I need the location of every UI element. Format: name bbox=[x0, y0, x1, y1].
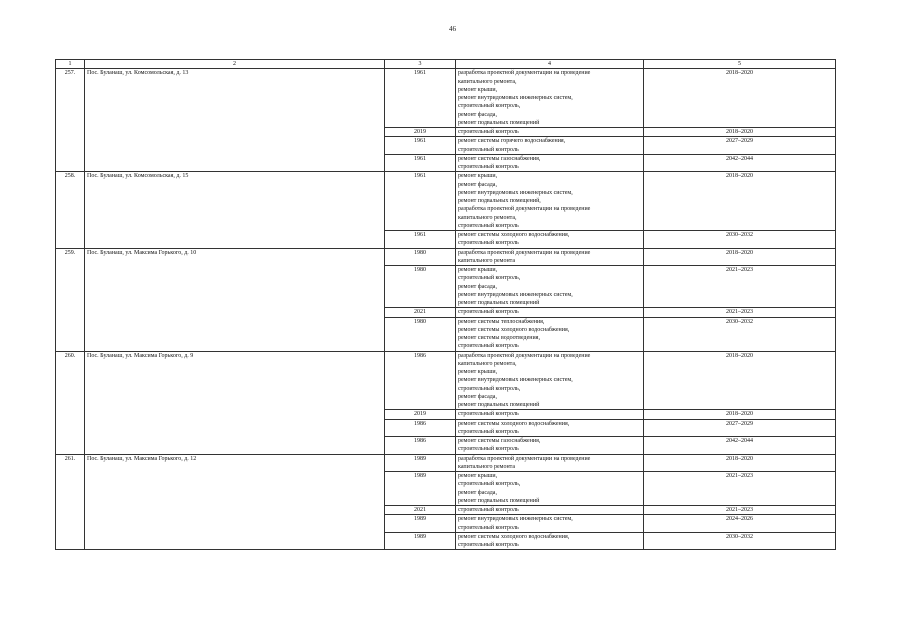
work-item: строительный контроль, bbox=[458, 103, 521, 110]
work-item: капитального ремонта, bbox=[458, 214, 517, 221]
work-item: разработка проектной документации на проведение bbox=[458, 206, 591, 213]
works-cell bbox=[456, 308, 644, 317]
work-item: ремонт крыши, bbox=[458, 86, 498, 93]
works-cell bbox=[456, 154, 644, 172]
works-cell bbox=[456, 472, 644, 506]
period-cell: 2021–2023 bbox=[644, 266, 836, 308]
work-item: разработка проектной документации на проведение bbox=[458, 352, 591, 359]
period-cell: 2042–2044 bbox=[644, 437, 836, 455]
work-item: ремонт системы газоснабжения, bbox=[458, 155, 541, 162]
page-number: 46 bbox=[449, 25, 456, 33]
table-row bbox=[56, 351, 836, 410]
work-item: ремонт фасада, bbox=[458, 283, 497, 290]
works-cell bbox=[456, 506, 644, 515]
entry-number: 257. bbox=[56, 69, 85, 172]
work-item: строительный контроль bbox=[458, 240, 519, 247]
work-item: ремонт крыши, bbox=[458, 267, 498, 273]
work-item: строительный контроль, bbox=[458, 275, 521, 282]
works-cell bbox=[456, 454, 644, 472]
work-item: ремонт внутридомовых инженерных систем, bbox=[458, 189, 573, 196]
work-item: ремонт подвальных помещений, bbox=[458, 198, 541, 204]
works-cell bbox=[456, 410, 644, 419]
year-cell: 1989 bbox=[385, 515, 456, 533]
works-cell bbox=[456, 248, 644, 266]
work-item: строительный контроль bbox=[458, 446, 519, 453]
table-row bbox=[56, 172, 836, 231]
year-cell: 1961 bbox=[385, 231, 456, 249]
table-body bbox=[56, 69, 836, 550]
year-cell: 1986 bbox=[385, 419, 456, 437]
work-item: ремонт фасада, bbox=[458, 181, 497, 188]
work-item: капитального ремонта bbox=[458, 463, 516, 470]
work-item: строительный контроль bbox=[458, 164, 519, 170]
column-header-3: 3 bbox=[385, 60, 456, 69]
year-cell: 1989 bbox=[385, 472, 456, 506]
work-item: строительный контроль bbox=[458, 428, 519, 435]
year-cell: 1980 bbox=[385, 248, 456, 266]
column-header-4: 4 bbox=[456, 60, 644, 69]
work-item: строительный контроль bbox=[458, 129, 519, 135]
work-item: строительный контроль bbox=[458, 507, 519, 513]
works-cell bbox=[456, 317, 644, 351]
work-item: ремонт системы газоснабжения, bbox=[458, 438, 541, 444]
works-cell bbox=[456, 69, 644, 128]
year-cell: 2019 bbox=[385, 128, 456, 137]
work-item: разработка проектной документации на проведение bbox=[458, 70, 591, 77]
entry-number: 259. bbox=[56, 248, 85, 351]
work-item: строительный контроль, bbox=[458, 385, 521, 392]
work-item: ремонт системы теплоснабжения, bbox=[458, 318, 545, 325]
period-cell: 2021–2023 bbox=[644, 506, 836, 515]
building-address: Пос. Буланаш, ул. Комсомольская, д. 15 bbox=[85, 172, 385, 248]
year-cell: 1989 bbox=[385, 532, 456, 550]
work-item: ремонт фасада, bbox=[458, 393, 497, 400]
work-item: ремонт подвальных помещений bbox=[458, 497, 540, 504]
period-cell: 2042–2044 bbox=[644, 154, 836, 172]
table-row bbox=[56, 248, 836, 266]
work-item: капитального ремонта bbox=[458, 257, 516, 264]
work-item: разработка проектной документации на проведение bbox=[458, 455, 591, 462]
building-address: Пос. Буланаш, ул. Комсомольская, д. 13 bbox=[85, 69, 385, 172]
work-item: капитального ремонта, bbox=[458, 360, 517, 367]
work-item: ремонт системы холодного водоснабжения, bbox=[458, 533, 570, 540]
work-item: ремонт крыши, bbox=[458, 369, 498, 375]
work-item: ремонт системы холодного водоснабжения, bbox=[458, 326, 570, 333]
entry-number: 260. bbox=[56, 351, 85, 454]
period-cell: 2018–2020 bbox=[644, 172, 836, 231]
period-cell: 2018–2020 bbox=[644, 351, 836, 410]
works-cell bbox=[456, 172, 644, 231]
work-item: ремонт подвальных помещений bbox=[458, 300, 540, 306]
work-item: ремонт внутридомовых инженерных систем, bbox=[458, 516, 573, 523]
year-cell: 1986 bbox=[385, 351, 456, 410]
year-cell: 2019 bbox=[385, 410, 456, 419]
period-cell: 2024–2026 bbox=[644, 515, 836, 533]
works-cell bbox=[456, 351, 644, 410]
work-item: строительный контроль bbox=[458, 524, 519, 531]
period-cell: 2021–2023 bbox=[644, 472, 836, 506]
entry-number: 258. bbox=[56, 172, 85, 248]
year-cell: 1980 bbox=[385, 266, 456, 308]
work-item: строительный контроль bbox=[458, 542, 519, 548]
building-address: Пос. Буланаш, ул. Максима Горького, д. 10 bbox=[85, 248, 385, 351]
year-cell: 1961 bbox=[385, 137, 456, 155]
work-item: ремонт внутридомовых инженерных систем, bbox=[458, 291, 573, 298]
work-item: ремонт крыши, bbox=[458, 173, 498, 180]
table-row bbox=[56, 454, 836, 472]
works-cell bbox=[456, 419, 644, 437]
work-item: ремонт системы холодного водоснабжения, bbox=[458, 420, 570, 427]
year-cell: 1961 bbox=[385, 69, 456, 128]
column-header-2: 2 bbox=[85, 60, 385, 69]
period-cell: 2021–2023 bbox=[644, 308, 836, 317]
work-item: строительный контроль bbox=[458, 146, 519, 153]
period-cell: 2018–2020 bbox=[644, 69, 836, 128]
work-item: разработка проектной документации на проведение bbox=[458, 249, 591, 256]
period-cell: 2018–2020 bbox=[644, 454, 836, 472]
year-cell: 2021 bbox=[385, 506, 456, 515]
table-row bbox=[56, 69, 836, 128]
works-cell bbox=[456, 266, 644, 308]
works-cell bbox=[456, 515, 644, 533]
period-cell: 2030–2032 bbox=[644, 231, 836, 249]
period-cell: 2027–2029 bbox=[644, 419, 836, 437]
period-cell: 2018–2020 bbox=[644, 410, 836, 419]
work-item: ремонт системы водоотведения, bbox=[458, 335, 540, 341]
period-cell: 2030–2032 bbox=[644, 532, 836, 550]
repair-schedule-table bbox=[55, 59, 836, 550]
work-item: ремонт фасада, bbox=[458, 489, 497, 496]
column-header-5: 5 bbox=[644, 60, 836, 69]
year-cell: 1961 bbox=[385, 154, 456, 172]
table-header-row bbox=[56, 60, 836, 69]
work-item: строительный контроль, bbox=[458, 481, 521, 488]
works-cell bbox=[456, 532, 644, 550]
work-item: строительный контроль bbox=[458, 343, 519, 350]
building-address: Пос. Буланаш, ул. Максима Горького, д. 12 bbox=[85, 454, 385, 550]
entry-number: 261. bbox=[56, 454, 85, 550]
works-cell bbox=[456, 437, 644, 455]
work-item: строительный контроль bbox=[458, 222, 519, 229]
work-item: капитального ремонта, bbox=[458, 78, 517, 85]
column-header-1: 1 bbox=[56, 60, 85, 69]
work-item: ремонт подвальных помещений bbox=[458, 402, 540, 408]
work-item: строительный контроль bbox=[458, 411, 519, 418]
works-cell bbox=[456, 137, 644, 155]
period-cell: 2027–2029 bbox=[644, 137, 836, 155]
building-address: Пос. Буланаш, ул. Максима Горького, д. 9 bbox=[85, 351, 385, 454]
works-cell bbox=[456, 231, 644, 249]
work-item: ремонт подвальных помещений bbox=[458, 119, 540, 126]
period-cell: 2018–2020 bbox=[644, 248, 836, 266]
work-item: строительный контроль bbox=[458, 309, 519, 316]
year-cell: 2021 bbox=[385, 308, 456, 317]
period-cell: 2030–2032 bbox=[644, 317, 836, 351]
work-item: ремонт крыши, bbox=[458, 473, 498, 479]
work-item: ремонт системы холодного водоснабжения, bbox=[458, 232, 570, 238]
year-cell: 1986 bbox=[385, 437, 456, 455]
year-cell: 1989 bbox=[385, 454, 456, 472]
work-item: ремонт внутридомовых инженерных систем, bbox=[458, 95, 573, 101]
period-cell: 2018–2020 bbox=[644, 128, 836, 137]
work-item: ремонт фасада, bbox=[458, 111, 497, 118]
work-item: ремонт системы горячего водоснабжения, bbox=[458, 138, 566, 145]
works-cell bbox=[456, 128, 644, 137]
work-item: ремонт внутридомовых инженерных систем, bbox=[458, 377, 573, 384]
year-cell: 1961 bbox=[385, 172, 456, 231]
year-cell: 1980 bbox=[385, 317, 456, 351]
